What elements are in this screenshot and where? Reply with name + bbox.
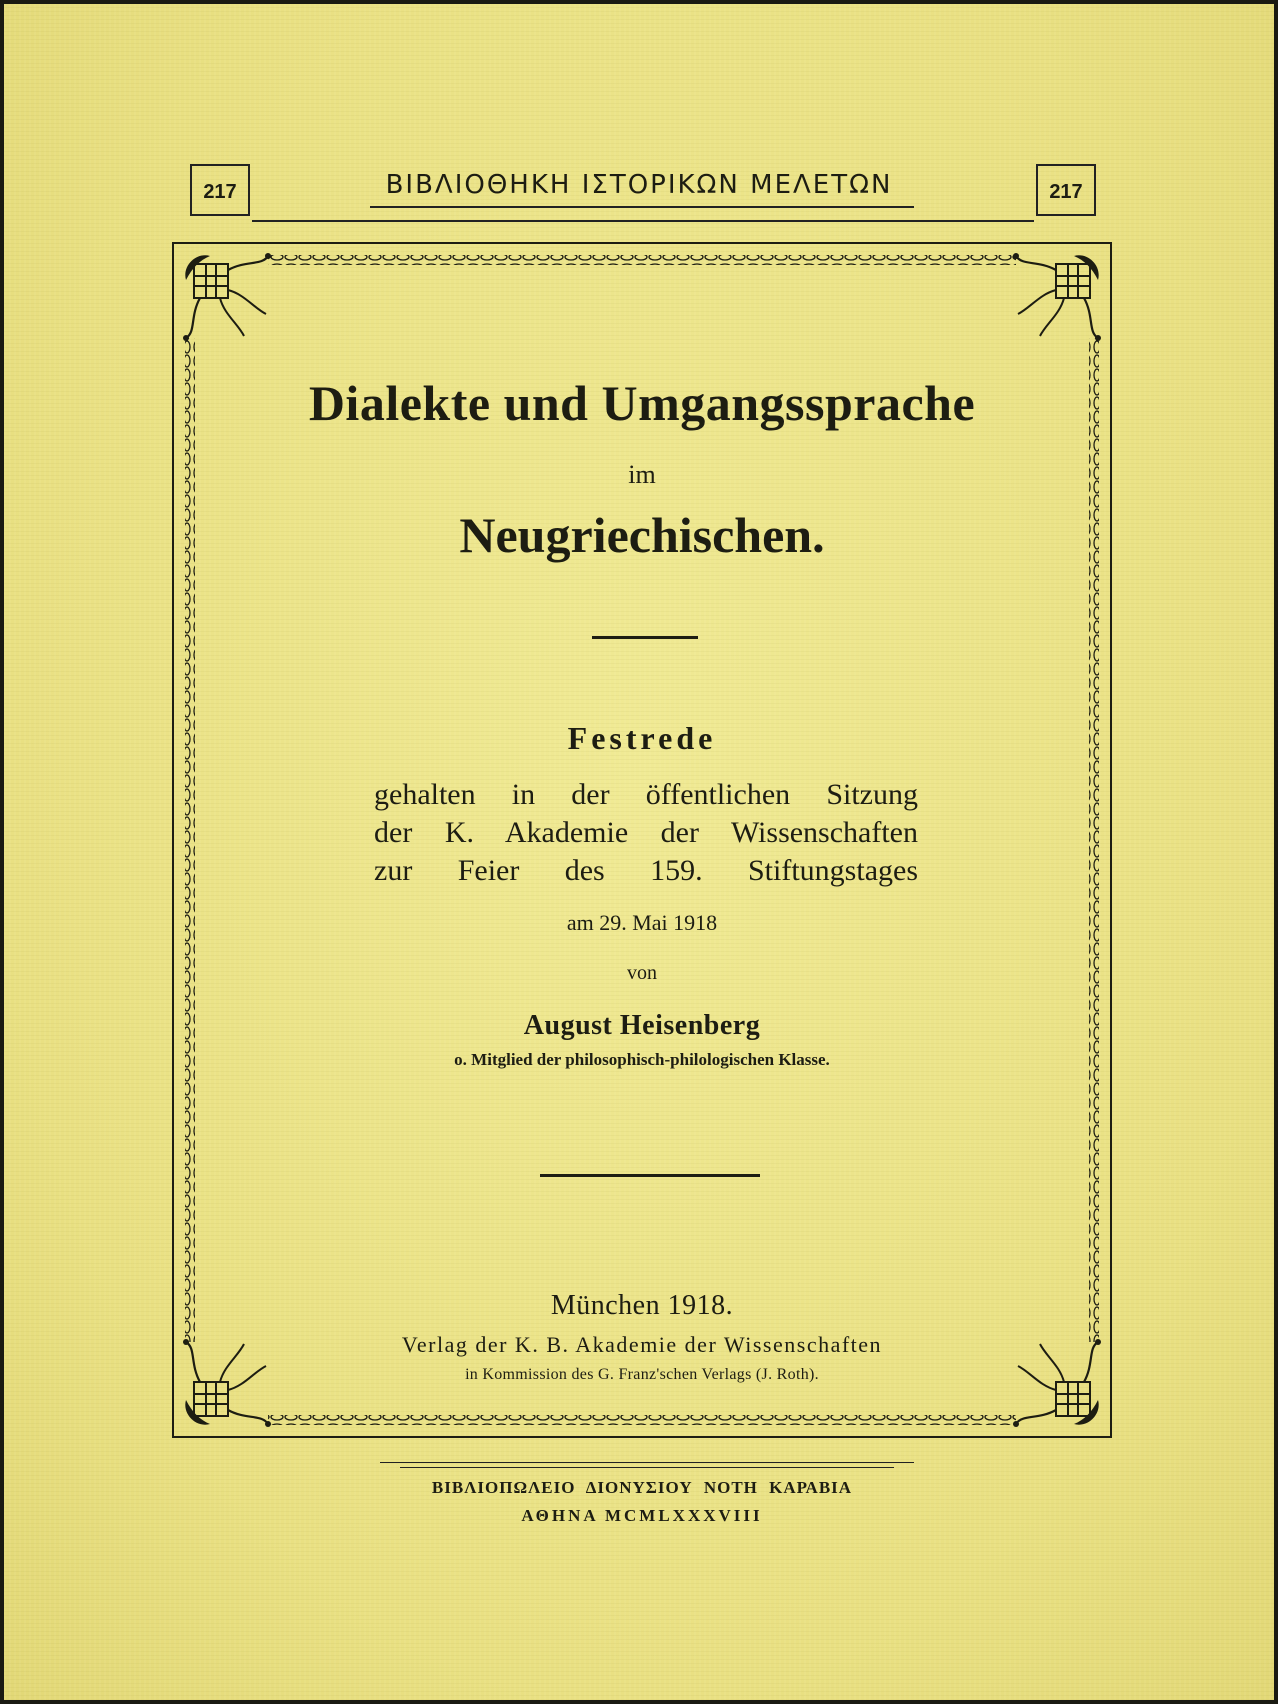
corner-ornament-icon [183, 253, 271, 341]
reprint-rule [400, 1467, 894, 1468]
book-cover [4, 4, 1274, 1700]
occasion-line: der K. Akademie der Wissenschaften [374, 816, 918, 849]
corner-ornament-icon [1013, 253, 1101, 341]
speech-date: am 29. Mai 1918 [566, 910, 718, 935]
publication-place-year: München 1918. [550, 1290, 734, 1321]
publisher: Verlag der K. B. Akademie der Wissenschaften [401, 1332, 883, 1357]
series-number-left: 217 [190, 164, 250, 216]
occasion-line: zur Feier des 159. Stiftungstages [374, 854, 918, 887]
occasion-line: gehalten in der öffentlichen Sitzung [374, 778, 918, 811]
series-title-underline [370, 206, 914, 208]
title-divider [592, 636, 698, 639]
reprint-rule [380, 1462, 914, 1463]
festrede-heading: Festrede [567, 720, 717, 756]
author-affiliation: o. Mitglied der philosophisch-philologischen Klasse. [454, 1050, 830, 1069]
title-connector: im [628, 460, 656, 489]
reprint-place-year: ΑΘΗΝΑ MCMLXXXVIII [521, 1506, 763, 1525]
series-number-right: 217 [1036, 164, 1096, 216]
series-title: ΒΙΒΛΙΟΘΗΚΗ ΙΣΤΟΡΙΚΩΝ ΜΕΛΕΤΩΝ [385, 170, 893, 200]
subtitle: Neugriechischen. [459, 507, 825, 563]
by-label: von [627, 962, 657, 984]
commission-note: in Kommission des G. Franz'schen Verlags (J. Roth). [465, 1366, 819, 1383]
imprint-divider [540, 1174, 760, 1177]
author-name: August Heisenberg [523, 1010, 761, 1041]
reprint-publisher: ΒΙΒΛΙΟΠΩΛΕΙΟ ΔΙΟΝΥΣΙΟΥ ΝΟΤΗ ΚΑΡΑΒΙΑ [431, 1478, 853, 1497]
main-title: Dialekte und Umgangssprache [308, 375, 976, 431]
header-rule [252, 220, 1034, 222]
